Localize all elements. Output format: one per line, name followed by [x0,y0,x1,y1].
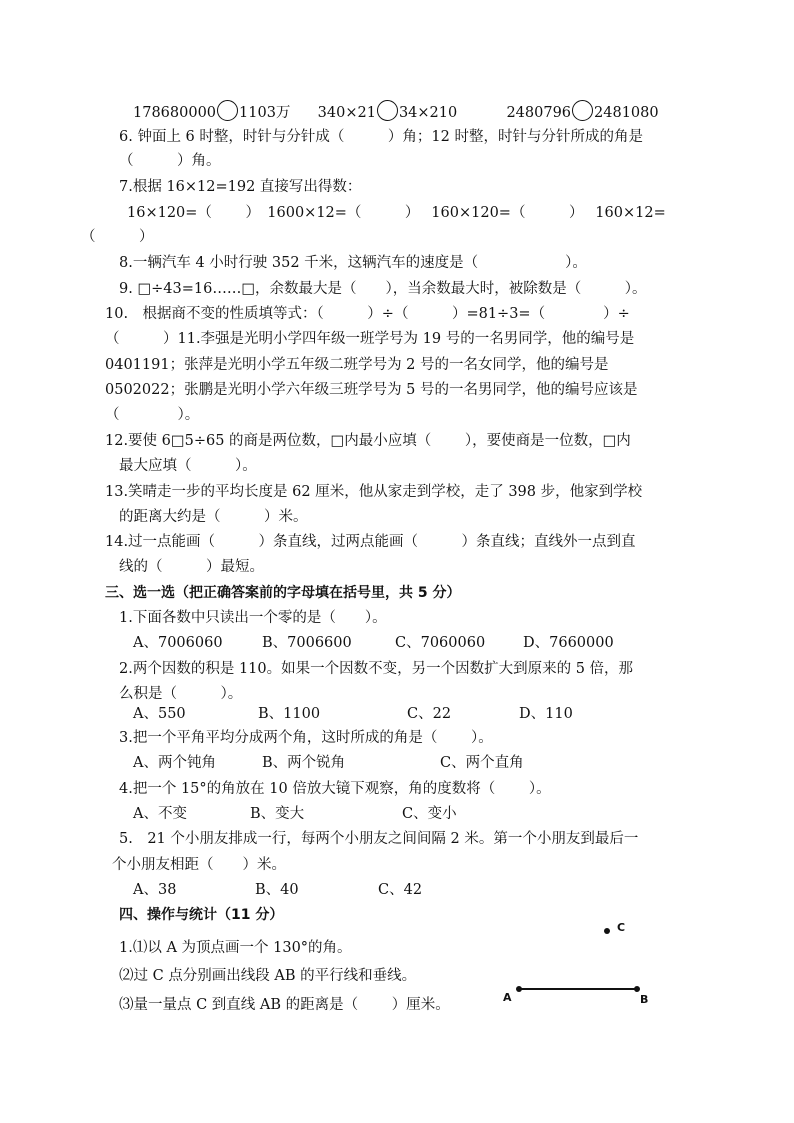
s3-q4-opt-c[interactable]: C、变小 [402,806,457,822]
s3-q2-stem2: 么积是（ ）。 [119,686,243,702]
s3-q1-stem: 1.下面各数中只读出一个零的是（ ）。 [119,610,387,626]
q7-line2: （ ） [81,229,154,245]
s3-q3-opt-c[interactable]: C、两个直角 [440,755,524,771]
q13-line2: 的距离大约是（ ）米。 [119,509,308,525]
s3-q2-opt-b[interactable]: B、1100 [258,706,321,722]
q5-a1: 178680000 [133,105,217,121]
label-a: A [503,991,512,1004]
q7-title: 7.根据 16×12=192 直接写出得数： [119,179,362,195]
section4-title: 四、操作与统计（11 分） [119,907,284,923]
s3-q2-opt-c[interactable]: C、22 [407,706,452,722]
s3-q3-opt-a[interactable]: A、两个钝角 [133,755,216,771]
q13-line1: 13.笑晴走一步的平均长度是 62 厘米，他从家走到学校，走了 398 步，他家到学校 [105,484,643,500]
s3-q5-stem: 5. 21 个小朋友排成一行，每两个小朋友之间间隔 2 米。第一个小朋友到最后一 [119,831,639,847]
q14-line1: 14.过一点能画（ ）条直线，过两点能画（ ）条直线；直线外一点到直 [105,534,636,550]
s3-q5-opt-b[interactable]: B、40 [255,882,299,898]
section3-title: 三、选一选（把正确答案前的字母填在括号里，共 5 分） [105,585,461,601]
q5-b1: 340×21 [317,105,376,121]
s3-q5-opt-c[interactable]: C、42 [378,882,423,898]
q5-b2: 34×210 [398,105,458,121]
s3-q5-stem2: 个小朋友相距（ ）米。 [112,857,286,873]
q12-line2: 最大应填（ ）。 [119,458,257,474]
q6-line2: （ ）角。 [119,153,221,169]
q7-line1: 16×120=（ ） 1600×12=（ ） 160×120=（ ） 160×12= [127,205,666,221]
q10: 10. 根据商不变的性质填等式：（ ）÷（ ）=81÷3=（ ）÷ [105,306,630,322]
s3-q2-opt-a[interactable]: A、550 [133,706,186,722]
s3-q1-opt-b[interactable]: B、7006600 [262,635,352,651]
q14-line2: 线的（ ）最短。 [119,559,264,575]
q11-line2: 0401191；张萍是光明小学五年级二班学号为 2 号的一名女同学，他的编号是 [105,357,609,373]
s3-q4-opt-b[interactable]: B、变大 [250,806,305,822]
s4-line3: ⑶量一量点 C 到直线 AB 的距离是（ ）厘米。 [119,997,450,1013]
q5-c2: 2481080 [594,105,659,121]
q11-line4: （ ）。 [105,407,200,423]
label-b: B [640,993,649,1006]
s3-q3-opt-b[interactable]: B、两个锐角 [262,755,346,771]
q12-line1: 12.要使 6□5÷65 的商是两位数，□内最小应填（ ），要使商是一位数，□内 [105,433,631,449]
s4-line2: ⑵过 C 点分别画出线段 AB 的平行线和垂线。 [119,968,417,984]
label-c: C [617,921,626,934]
s3-q5-opt-a[interactable]: A、38 [133,882,177,898]
q8: 8.一辆汽车 4 小时行驶 352 千米，这辆汽车的速度是（ ）。 [119,255,587,271]
q11-line1: （ ）11.李强是光明小学四年级一班学号为 19 号的一名男同学，他的编号是 [105,331,635,347]
point-c-dot [604,928,610,934]
s3-q3-stem: 3.把一个平角平均分成两个角，这时所成的角是（ ）。 [119,730,493,746]
s4-line1: 1.⑴以 A 为顶点画一个 130°的角。 [119,940,352,956]
q5-a2: 1103万 [239,105,291,121]
s3-q2-stem: 2.两个因数的积是 110。如果一个因数不变，另一个因数扩大到原来的 5 倍，那 [119,661,634,677]
s3-q2-opt-d[interactable]: D、110 [519,706,573,722]
s3-q1-opt-d[interactable]: D、7660000 [523,635,614,651]
q11-line3: 0502022；张鹏是光明小学六年级三班学号为 5 号的一名男同学，他的编号应该是 [105,382,638,398]
s3-q4-stem: 4.把一个 15°的角放在 10 倍放大镜下观察，角的度数将（ ）。 [119,781,551,797]
s3-q1-opt-a[interactable]: A、7006060 [133,635,223,651]
q6-line1: 6. 钟面上 6 时整，时针与分针成（ ）角；12 时整，时针与分针所成的角是 [119,129,643,145]
s3-q4-opt-a[interactable]: A、不变 [133,806,187,822]
s3-q1-opt-c[interactable]: C、7060060 [395,635,486,651]
point-a-dot [516,986,522,992]
q9: 9. □÷43=16……□，余数最大是（ ），当余数最大时，被除数是（ ）。 [119,281,647,297]
q5-c1: 2480796 [506,105,572,121]
